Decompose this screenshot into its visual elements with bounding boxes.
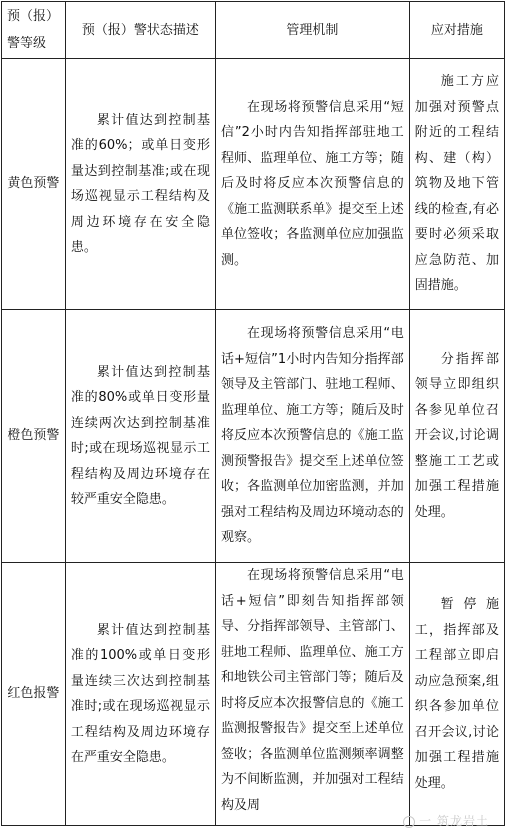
description-text: 累计值达到控制基准的100%或单日变形量连续三次达到控制基准时;或在现场巡视显示工程结构及周边环境存在严重安全隐患。 (70, 622, 210, 765)
response-text: 暂停施工，指挥部及工程部立即启动应急预案,组织各参加单位召开会议,讨论加强工程措施处理。 (414, 597, 499, 791)
table-row-orange-warning (2, 310, 505, 563)
description-text: 累计值达到控制基准的60%；或单日变形量达到控制基准;或在现场巡视显示工程结构及周边环境存在安全隐患。 (70, 112, 210, 255)
response-cell (409, 59, 504, 310)
description-cell (65, 563, 215, 826)
response-text: 分指挥部领导立即组织各参见单位召开会议,讨论调整施工工艺或加强工程措施处理。 (414, 351, 499, 520)
mechanism-cell (215, 563, 409, 826)
mechanism-cell (215, 310, 409, 563)
table-row-red-alarm (2, 563, 505, 826)
table-row-yellow-warning (2, 59, 505, 310)
header-management-mechanism: 管理机制 (215, 2, 409, 59)
warning-level-table (1, 1, 505, 826)
mechanism-text: 在现场将预警信息采用“电话+短信”1小时内告知分指挥部领导及主管部门、驻地工程师、监理单位、施工方等；随后及时将反应本次预警信息的《施工监测预警报告》提交至上述单位签收；各监测单位加密监测，并加强对工程结构及周边环境动态的观察。 (220, 326, 404, 546)
response-cell (409, 310, 504, 563)
header-response-measures: 应对措施 (409, 2, 504, 59)
description-cell (65, 59, 215, 310)
level-cell: 橙色预警 (2, 310, 66, 563)
header-warning-level: 预（报）警等级 (2, 2, 66, 59)
watermark-text: 一 筑龙岩土 (419, 814, 489, 828)
level-cell: 黄色预警 (2, 59, 66, 310)
response-cell (409, 563, 504, 826)
table-header-row (2, 2, 505, 59)
mechanism-text: 在现场将预警信息采用“短信”2小时内告知指挥部驻地工程师、监理单位、施工方等；随后及时将反应本次预警信息的《施工监测联系单》提交至上述单位签收；各监测单位应加强监测。 (220, 99, 404, 268)
description-cell (65, 310, 215, 563)
description-text: 累计值达到控制基准的80%或单日变形量连续两次达到控制基准时;或在现场巡视显示工程结构及周边环境存在较严重安全隐患。 (70, 364, 210, 507)
level-cell: 红色报警 (2, 563, 66, 826)
watermark (403, 812, 489, 829)
response-text: 施工方应加强对预警点附近的工程结构、建（构）筑物及地下管线的检查,有必要时必须采取应急防范、加固措施。 (414, 74, 499, 294)
header-status-description: 预（报）警状态描述 (65, 2, 215, 59)
mechanism-cell (215, 59, 409, 310)
watermark-logo-icon (403, 816, 415, 828)
mechanism-text: 在现场将预警信息采用“电话+短信”即刻告知指挥部领导、分指挥部领导、主管部门、驻地工程师、监理单位、施工方和地铁公司主管部门等；随后及时将反应本次报警信息的《施工监测报警报告》提交至上述单位签收；各监测单位监测频率调整为不间断监测，并加强对工程结构及周 (220, 568, 404, 813)
